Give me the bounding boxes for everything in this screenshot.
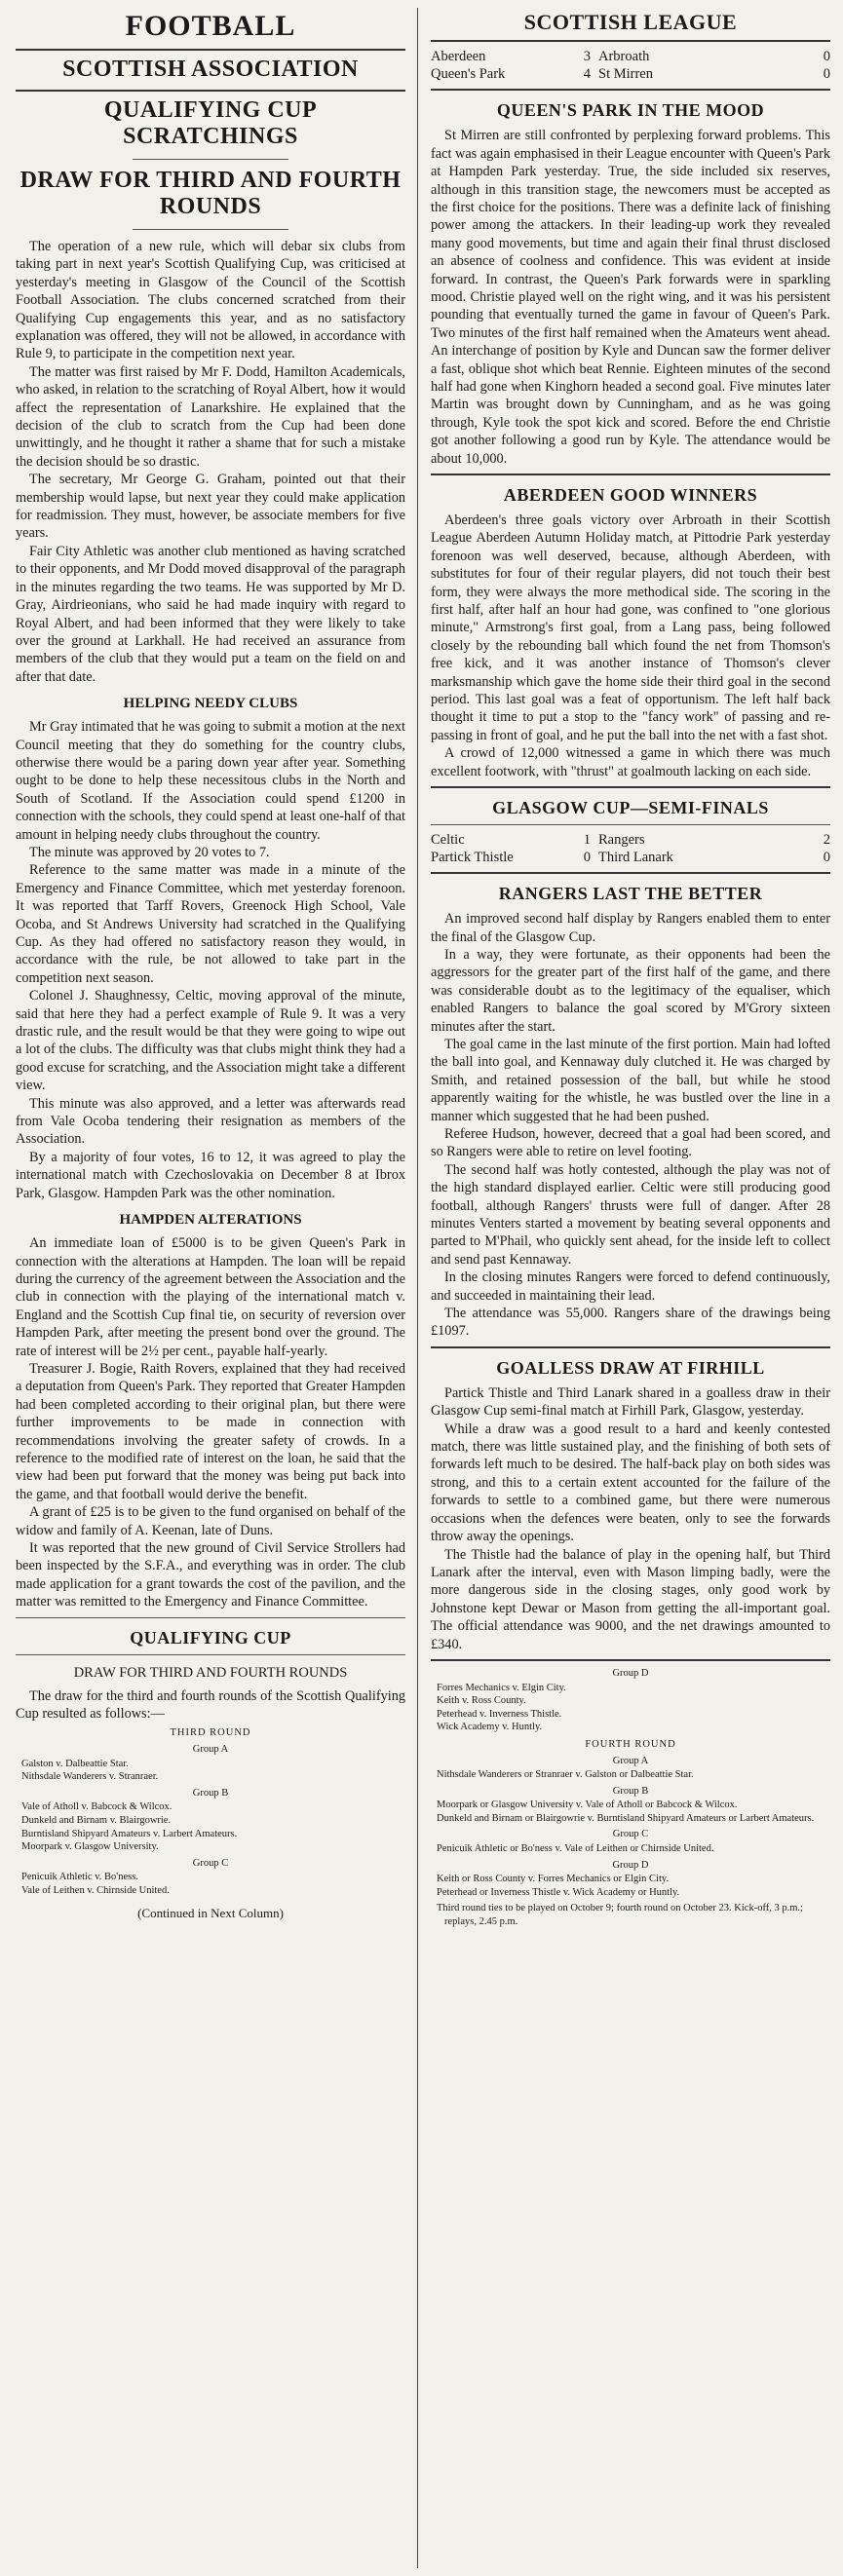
section-title: SCOTTISH ASSOCIATION [62,57,359,82]
headline-glasgow-cup: GLASGOW CUP—SEMI-FINALS [492,798,769,818]
paragraph: Fair City Athletic was another club mentioned as having scratched to their opponents, and Mr Dodd moved disapproval of the paragraph in the minutes regarding the two teams. He was supported by Mr D. Gray, Airdrieonians, who said he had made inquiry with regard to Royal Albert, and had been informed that they were likely to take over the ground at Larkhall. He had received an assurance from members of the club that they would put a team on the field on and after that date. [16,543,405,685]
fixture: Penicuik Athletic or Bo'ness v. Vale of Leithen or Chirnside United. [437,1843,714,1855]
paragraph: The goal came in the last minute of the first portion. Main had lofted the ball into goal, and Kennaway duly clutched it. He was charged by Smith, and retained possession of the ball, but while he stood apparently waiting for the whistle, he was bustled over the line in a manner which suggested that he had been pushed. [431,1036,830,1124]
league-results [431,48,830,83]
group-heading: Group C [612,1829,649,1840]
fixture: Vale of Atholl v. Babcock & Wilcox. [21,1801,172,1813]
score: 0 [583,850,591,866]
team: Celtic [431,832,465,849]
score: 1 [583,832,591,849]
team: Third Lanark [598,850,673,866]
paragraph: In a way, they were fortunate, as their opponents had been the aggressors for the greater part of the first half of the game, and there was considerable doubt as to the legitimacy of the equaliser, which enabled Rangers to balance the goal scored by M'Grory sixteen minutes after the start. [431,946,830,1035]
headline-draw: DRAW FOR THIRD AND FOURTH ROUNDS [19,167,402,220]
fixture: Moorpark or Glasgow University v. Vale of Atholl or Babcock & Wilcox. [437,1799,738,1811]
headline-firhill: GOALLESS DRAW AT FIRHILL [496,1357,765,1378]
fixture: Wick Academy v. Huntly. [437,1722,543,1733]
group-heading: Group A [612,1755,649,1766]
divider [431,474,830,475]
fixture: Nithsdale Wanderers v. Stranraer. [21,1771,159,1783]
score: 0 [823,66,830,83]
paragraph: The matter was first raised by Mr F. Dodd, Hamilton Academicals, who asked, in relation to the scratching of Royal Albert, how it would affect the representation of Lanarkshire. He explained that the decision of the club to scratch from the Cup had been done unwittingly, and he thought it rather a shame that for such a mistake the decision should be so drastic. [16,363,405,470]
headline-qualifying-cup: QUALIFYING CUP [130,1627,291,1648]
headline-aberdeen: ABERDEEN GOOD WINNERS [503,485,758,506]
result-row [431,849,830,866]
cup-results [431,831,830,866]
subheading-hampden: HAMPDEN ALTERATIONS [119,1212,302,1229]
headline-queens-park: QUEEN'S PARK IN THE MOOD [496,100,765,121]
fixture: Dunkeld and Birnam v. Blairgowrie. [21,1815,172,1826]
fixture: Keith v. Ross County. [437,1695,526,1707]
group-heading: Group C [192,1857,229,1869]
fixture: Keith or Ross County v. Forres Mechanics or Elgin City. [437,1874,670,1885]
fixture: Dunkeld and Birnam or Blairgowrie v. Burntisland Shipyard Amateurs or Larbert Amateurs. [437,1812,815,1824]
fixture: Nithsdale Wanderers or Stranraer v. Galston or Dalbeattie Star. [437,1769,694,1781]
paragraph: This minute was also approved, and a letter was afterwards read from Vale Ocoba tendering their resignation as members of the Association. [16,1095,405,1148]
paragraph: Treasurer J. Bogie, Raith Rovers, explained that they had received a deputation from Queen's Park. They reported that Greater Hampden had been completed according to their original plan, but there were further improvements to be made in connection with recommendations involving the greater safety of crowds. In a reference to the modified rate of interest on the loan, he said that the view had been put forward that the money was being put back into the game, and that football would derive the benefit. [16,1360,405,1502]
team: Aberdeen [431,49,486,65]
score: 0 [823,49,830,65]
fixture: Vale of Leithen v. Chirnside United. [21,1884,170,1896]
paragraph: The operation of a new rule, which will debar six clubs from taking part in next year's Scottish Qualifying Cup, was criticised at yesterday's meeting in Glasgow of the Council of the Scottish Football Association. The clubs concerned scratched from their Qualifying Cup engagements this year, and as no satisfactory explanation was offered, they will not be allowed, in accordance with Rule 9, to participate in the competition next year. [16,238,405,362]
divider [431,824,830,825]
fixtures-third-round [16,1726,405,1897]
fixture: Peterhead v. Inverness Thistle. [437,1708,562,1720]
page-title: FOOTBALL [125,10,296,42]
team: Queen's Park [431,66,506,83]
result-row [431,65,830,83]
article-body [16,238,405,686]
paragraph: The minute was approved by 20 votes to 7. [29,844,270,860]
paragraph: While a draw was a good result to a hard and keenly contested match, there was little sustained play, and the finishing of both sets of forwards left much to be desired. The half-back play on both sides was strong, and this to a certain extent accounted for the failure of the forwards to settle to a combined game, but there were numerous occasions when the defences were beaten, only to see the forwards throw away the openings. [431,1421,830,1545]
team: Arbroath [598,49,650,65]
paragraph: St Mirren are still confronted by perplexing forward problems. This fact was again emphasised in their League encounter with Queen's Park at Hampden Park yesterday. True, the side included six reserves, although in this transition stage, the newcomers must be accepted as the first choice for the positions. There was a definite lack of finishing power among the attackers. In their leading-up work they revealed many good movements, but time and again their final thrust disclosed an absence of coolness and confidence. This was evident at inside forward. In contrast, the Queen's Park forwards were in sparkling mood. Christie played well on the right wing, and it was his persistent pounding that eventually turned the game in favour of Queen's Park. Two minutes of the first half remained when the Amateurs went ahead. An interchange of position by Kyle and Duncan saw the former deliver a fast, oblique shot which beat Rennie. Eighteen minutes of the second half had gone when Kinghorn headed a second goal. Five minutes later Martin was brought down by Cunningham, and as he was going through, Kyle took the spot kick and scored. Before the end Christie got another following a good run by Kyle. The attendance would be about 10,000. [431,128,830,467]
paragraph: A crowd of 12,000 witnessed a game in which there was much excellent footwork, with "thrust" at goalmouth lacking on each side. [431,745,830,779]
score: 4 [583,66,591,83]
group-heading: Group B [192,1787,229,1799]
paragraph: By a majority of four votes, 16 to 12, it was agreed to play the international match with Czechoslovakia on December 8 at Ibrox Park, Glasgow. Hampden Park was the other nomination. [16,1149,405,1201]
score: 0 [823,850,830,866]
article-body [16,718,405,1202]
headline-rangers: RANGERS LAST THE BETTER [498,884,763,904]
group-heading: Group D [612,1667,649,1679]
qc-subheading: DRAW FOR THIRD AND FOURTH ROUNDS [73,1664,348,1681]
divider [431,1346,830,1348]
paragraph: The draw for the third and fourth rounds of the Scottish Qualifying Cup resulted as follows:— [16,1687,405,1723]
team: St Mirren [598,66,653,83]
score: 3 [583,49,591,65]
article-body [16,1234,405,1611]
group-heading: Group A [192,1744,229,1756]
dates-note: Third round ties to be played on October 9; fourth round on October 23. Kick-off, 3 p.m.; replays, 2.45 p.m. [437,1903,803,1928]
paragraph: An immediate loan of £5000 is to be given Queen's Park in connection with the alterations at Hampden. The loan will be repaid during the currency of the agreement between the Association and the club in connection with the playing of the international match v. England and the Scottish Cup final tie, on security of reversion over Hampden Park, after meeting the present bond over the ground. The rate of interest will be 2½ per cent., payable half-yearly. [16,1235,405,1359]
score: 2 [823,832,830,849]
paragraph: Aberdeen's three goals victory over Arbroath in their Scottish League Aberdeen Autumn Holiday match, at Pittodrie Park yesterday forenoon was well deserved, because, although Aberdeen, with substitutes for four of their regular players, did not touch their best form, they were always the more methodical side. The scoring in the first half, after half an hour had gone, was confined to "one glorious minute," Armstrong's first goal, from a Lang pass, being followed closely by the rebounding ball which found the net from Thomson's free kick, and it was another instance of Thomson's clever marksmanship which gave the home side their third goal in the second period. This last goal was a feat of opportunism. The left half back thought it time to put a stop to the "fancy work" of passing and re-passing in front of goal, and he put the ball into the net with a fast shot. [431,512,830,743]
fixtures-continued [431,1667,830,1929]
paragraph: A grant of £25 is to be given to the fund organised on behalf of the widow and family of A. Keenan, late of Duns. [16,1504,405,1538]
team: Rangers [598,832,645,849]
paragraph: An improved second half display by Rangers enabled them to enter the final of the Glasgow Cup. [431,911,830,945]
subheading-needy-clubs: HELPING NEEDY CLUBS [123,696,298,712]
group-heading: Group D [612,1859,649,1871]
column-divider [417,8,418,2568]
group-heading: Group B [612,1785,649,1797]
paragraph: It was reported that the new ground of Civil Service Strollers had been inspected by the S.F.A., and everything was in order. The club made application for a grant towards the cost of the pavilion, and the matter was remitted to the Emergency and Finance Committee. [16,1540,405,1610]
paragraph: Mr Gray intimated that he was going to submit a motion at the next Council meeting that they do something for the country clubs, otherwise there would be a paring down year after year. Something ought to be done to help these necessitous clubs in the North and South of Scotland. If the Association could spend £1200 in connection with the schools, they could spend at least one-half of that amount in helping needy clubs throughout the country. [16,719,405,843]
fixture: Burntisland Shipyard Amateurs v. Larbert Amateurs. [21,1828,238,1839]
fixture: Galston v. Dalbeattie Star. [21,1758,129,1769]
fixture: Forres Mechanics v. Elgin City. [437,1682,566,1693]
paragraph: The secretary, Mr George G. Graham, pointed out that their membership would lapse, but next year they could make application for readmission. They must, however, be associate members for five years. [16,472,405,542]
divider [16,1654,405,1655]
result-row [431,48,830,65]
divider [16,90,405,92]
paragraph: Reference to the same matter was made in a minute of the Emergency and Finance Committee, which met yesterday forenoon. It was reported that Tarff Rovers, Greenock High School, Vale Ocoba, and St Andrews University had scratched in the Qualifying Cup. As they had offered no satisfactory reason they would, in accordance with the rule, be not allowed to take part in the competition next season. [16,862,405,986]
divider [431,40,830,42]
paragraph: The Thistle had the balance of play in the opening half, but Third Lanark after the interval, even with Mason limping badly, were the more dangerous side in the closing stages, only good work by Johnstone kept Dewar or Mason from getting the all-important goal. The official attendance was 9000, and the net drawings amounted to £340. [431,1546,830,1652]
fixture: Peterhead or Inverness Thistle v. Wick Academy or Huntly. [437,1886,680,1898]
team: Partick Thistle [431,850,514,866]
divider [133,229,288,230]
divider [16,1617,405,1618]
round-heading: FOURTH ROUND [585,1738,676,1750]
fixture: Moorpark v. Glasgow University. [21,1841,159,1853]
paragraph: The second half was hotly contested, although the play was not of the high standard displayed earlier. Celtic were still producing good football, although Rangers' thrusts were full of danger. After 28 minutes Venters started a movement by beating several opponents and parted to M'Phail, who quickly sent ahead, for the inside left to collect and send past Kennaway. [431,1161,830,1268]
left-column [16,8,405,1921]
round-heading: THIRD ROUND [170,1727,251,1739]
fixture: Penicuik Athletic v. Bo'ness. [21,1872,138,1883]
paragraph: In the closing minutes Rangers were forced to defend continuously, and succeeded in maintaining their lead. [431,1269,830,1304]
section-title-league: SCOTTISH LEAGUE [523,10,738,34]
divider [431,89,830,91]
continued-note: (Continued in Next Column) [137,1905,284,1920]
paragraph: Partick Thistle and Third Lanark shared in a goalless draw in their Glasgow Cup semi-final match at Firhill Park, Glasgow, yesterday. [431,1384,830,1420]
paragraph: The attendance was 55,000. Rangers share of the drawings being £1097. [431,1306,830,1340]
headline-scratchings: QUALIFYING CUP SCRATCHINGS [103,96,318,150]
result-row [431,831,830,849]
paragraph: Colonel J. Shaughnessy, Celtic, moving approval of the minute, said that here they had a perfect example of Rule 9. It was a very drastic rule, and the result would be that they were going to wipe out a lot of the clubs. The difficulty was that clubs might think they had a good excuse for scratching, and the Association might take a different view. [16,988,405,1094]
divider [431,872,830,874]
divider [16,49,405,51]
divider [431,786,830,788]
divider [431,1659,830,1661]
paragraph: Referee Hudson, however, decreed that a goal had been scored, and so Rangers were able to retire on level footing. [431,1125,830,1160]
right-column [431,8,830,1929]
divider [133,159,288,160]
